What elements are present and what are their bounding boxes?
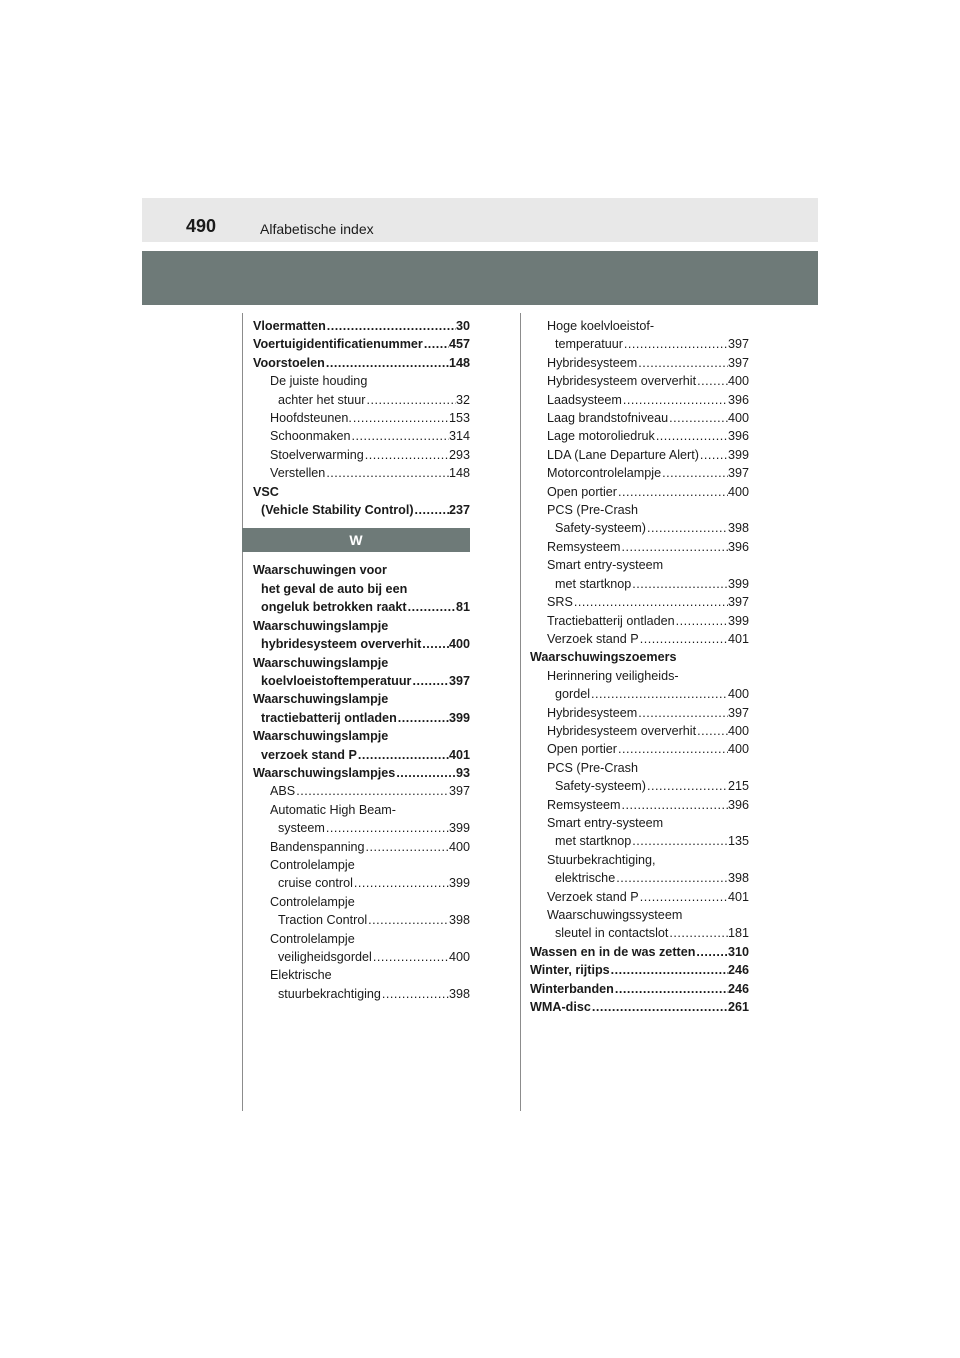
entry-text: met startknop	[555, 834, 632, 849]
index-subentry[interactable]	[530, 464, 749, 482]
entry-text: achter het stuur	[278, 392, 366, 407]
index-entry[interactable]	[530, 961, 749, 979]
entry-page: 400	[727, 374, 749, 389]
index-subentry[interactable]	[530, 575, 749, 593]
index-subentry[interactable]	[530, 869, 749, 887]
entry-page: 93	[455, 765, 470, 780]
entry-page: 397	[448, 784, 470, 799]
index-subentry-line	[253, 856, 470, 874]
entry-page: 400	[727, 484, 749, 499]
entry-text: Waarschuwingslampje	[253, 655, 389, 670]
entry-text: Hybridesysteem	[547, 705, 638, 720]
entry-page: 30	[455, 319, 470, 333]
index-entry[interactable]	[530, 943, 749, 961]
entry-text: Waarschuwingen voor	[253, 563, 387, 578]
dot-leader	[631, 575, 728, 593]
dot-leader	[295, 782, 449, 800]
entry-page: 181	[727, 926, 749, 941]
entry-text: Laag brandstofniveau	[547, 411, 669, 426]
dot-leader	[696, 372, 728, 390]
index-subentry[interactable]	[530, 740, 749, 758]
entry-page: 237	[448, 503, 470, 518]
index-subentry[interactable]	[530, 538, 749, 556]
entry-page: 398	[727, 521, 749, 536]
entry-text: Waarschuwingslampje	[253, 729, 389, 744]
index-entry-line	[253, 727, 470, 745]
entry-page: 400	[727, 723, 749, 738]
entry-page: 397	[727, 705, 749, 720]
index-subentry[interactable]	[253, 782, 470, 800]
index-subentry[interactable]	[253, 911, 470, 929]
index-subentry-line	[253, 930, 470, 948]
entry-text: Stoelverwarming	[270, 447, 364, 462]
entry-page: 399	[727, 576, 749, 591]
entry-text: verzoek stand P	[261, 747, 357, 762]
entry-text: temperatuur	[555, 337, 623, 352]
index-entry[interactable]	[253, 598, 470, 616]
entry-page: 246	[727, 981, 749, 996]
entry-text: veiligheidsgordel	[278, 950, 372, 964]
entry-page: 148	[448, 466, 470, 481]
index-column-left	[253, 317, 470, 1003]
index-subentry-line	[530, 814, 749, 832]
header-bar	[142, 198, 818, 242]
entry-page: 396	[727, 797, 749, 812]
dot-leader	[623, 335, 728, 353]
entry-text: Open portier	[547, 484, 618, 499]
entry-page: 400	[448, 950, 470, 964]
entry-text: Winter, rijtips	[530, 963, 610, 978]
entry-text: VSC	[253, 484, 279, 499]
entry-text: LDA (Lane Departure Alert)	[547, 447, 699, 462]
entry-page: 401	[727, 889, 749, 904]
index-subentry-line	[530, 759, 749, 777]
dot-leader	[631, 832, 728, 850]
entry-text: hybridesysteem oververhit	[261, 637, 422, 652]
entry-text: Waarschuwingslampje	[253, 692, 389, 707]
entry-text: elektrische	[555, 871, 616, 886]
dot-leader	[364, 446, 449, 464]
entry-text: Smart entry-systeem	[547, 815, 664, 830]
entry-page: 398	[448, 986, 470, 1001]
dot-leader	[696, 722, 728, 740]
dot-leader	[646, 777, 728, 795]
entry-page: 457	[448, 337, 470, 352]
entry-page: 397	[727, 337, 749, 352]
index-entry-line	[253, 690, 470, 708]
index-entry[interactable]	[253, 354, 470, 372]
index-subentry[interactable]	[530, 832, 749, 850]
index-entry-line	[253, 617, 470, 635]
index-subentry[interactable]	[253, 874, 470, 892]
index-subentry[interactable]	[253, 838, 470, 856]
dot-leader	[614, 980, 728, 998]
entry-text: Bandenspanning	[270, 839, 365, 854]
dot-leader	[615, 869, 728, 887]
index-subentry-line	[530, 317, 749, 335]
entry-text: met startknop	[555, 576, 632, 591]
index-subentry[interactable]	[253, 948, 470, 966]
index-entry-line	[253, 483, 470, 501]
entry-text: Tractiebatterij ontladen	[547, 613, 675, 628]
dot-leader	[637, 354, 728, 372]
entry-page: 148	[448, 355, 470, 370]
entry-text: Hybridesysteem	[547, 355, 638, 370]
entry-text: Schoonmaken	[270, 429, 351, 444]
index-subentry[interactable]	[530, 593, 749, 611]
entry-page: 246	[727, 963, 749, 978]
entry-text: WMA-disc	[530, 1000, 591, 1015]
index-subentry-line	[530, 667, 749, 685]
entry-text: SRS	[547, 595, 573, 610]
entry-text: Safety-systeem)	[555, 521, 646, 536]
dot-leader	[397, 709, 449, 727]
entry-page: 399	[448, 876, 470, 891]
entry-page: 396	[727, 539, 749, 554]
dot-leader	[381, 985, 449, 1003]
entry-text: Smart entry-systeem	[547, 558, 664, 573]
dot-leader	[325, 819, 449, 837]
entry-page: 396	[727, 392, 749, 407]
dot-leader	[326, 317, 456, 335]
entry-text: PCS (Pre-Crash	[547, 503, 638, 518]
entry-text: Voorstoelen	[253, 355, 325, 370]
dot-leader	[655, 427, 728, 445]
dot-leader	[591, 998, 728, 1016]
dot-leader	[365, 838, 449, 856]
entry-text: Waarschuwingszoemers	[530, 650, 677, 665]
index-subentry-line	[253, 372, 470, 390]
entry-text: Verzoek stand P	[547, 631, 639, 646]
index-subentry[interactable]	[253, 391, 470, 409]
index-entry[interactable]	[253, 764, 470, 782]
entry-page: 397	[727, 466, 749, 481]
index-subentry[interactable]	[530, 704, 749, 722]
index-subentry-line	[530, 906, 749, 924]
dot-leader	[699, 446, 728, 464]
dot-leader	[414, 501, 449, 519]
entry-text: Motorcontrolelampje	[547, 466, 662, 481]
index-subentry[interactable]	[253, 819, 470, 837]
dot-leader	[620, 538, 728, 556]
entry-text: Winterbanden	[530, 981, 614, 996]
entry-text: Controlelampje	[270, 894, 355, 909]
entry-page: 397	[727, 595, 749, 610]
entry-text: Safety-systeem)	[555, 779, 646, 794]
entry-page: 398	[727, 871, 749, 886]
entry-page: 81	[455, 600, 470, 615]
entry-text: cruise control	[278, 876, 353, 891]
entry-page: 401	[448, 747, 470, 762]
entry-text: tractiebatterij ontladen	[261, 710, 397, 725]
entry-text: Verzoek stand P	[547, 889, 639, 904]
index-entry[interactable]	[530, 998, 749, 1016]
dot-leader	[668, 924, 728, 942]
dot-leader	[352, 409, 449, 427]
entry-text: Voertuigidentificatienummer	[253, 337, 423, 352]
entry-text: (Vehicle Stability Control)	[261, 503, 414, 518]
entry-text: Waarschuwingslampje	[253, 618, 389, 633]
entry-page: 400	[727, 687, 749, 702]
dot-leader	[639, 888, 728, 906]
entry-text: Waarschuwingssysteem	[547, 908, 683, 922]
dot-leader	[372, 948, 449, 966]
dot-leader	[325, 464, 449, 482]
index-subentry[interactable]	[253, 464, 470, 482]
entry-text: De juiste houding	[270, 374, 368, 389]
entry-text: ongeluk betrokken raakt	[261, 600, 407, 615]
dot-leader	[668, 409, 728, 427]
entry-text: Hybridesysteem oververhit	[547, 374, 697, 389]
dot-leader	[646, 519, 728, 537]
entry-text: Verstellen	[270, 466, 326, 481]
entry-page: 153	[448, 411, 470, 426]
dot-leader	[421, 635, 449, 653]
entry-text: stuurbekrachtiging	[278, 986, 381, 1001]
dot-leader	[695, 943, 728, 961]
index-subentry[interactable]	[253, 409, 470, 427]
index-subentry-line	[253, 966, 470, 984]
entry-page: 32	[455, 392, 470, 407]
entry-page: 400	[448, 839, 470, 854]
index-subentry[interactable]	[530, 354, 749, 372]
dot-leader	[590, 685, 728, 703]
index-subentry[interactable]	[530, 427, 749, 445]
entry-page: 398	[448, 913, 470, 928]
entry-text: Vloermatten	[253, 319, 326, 333]
entry-page: 399	[727, 613, 749, 628]
index-subentry[interactable]	[530, 924, 749, 942]
entry-text: Traction Control	[278, 913, 368, 928]
entry-text: gordel	[555, 687, 591, 702]
entry-text: PCS (Pre-Crash	[547, 760, 638, 775]
entry-text: Elektrische	[270, 968, 332, 983]
index-entry[interactable]	[253, 672, 470, 690]
entry-page: 397	[727, 355, 749, 370]
index-entry[interactable]	[253, 709, 470, 727]
index-subentry-line	[530, 556, 749, 574]
entry-page: 400	[727, 411, 749, 426]
dot-leader	[573, 593, 728, 611]
index-entry[interactable]	[253, 746, 470, 764]
index-subentry[interactable]	[253, 427, 470, 445]
entry-page: 314	[448, 429, 470, 444]
entry-text: het geval de auto bij een	[261, 581, 408, 596]
dot-leader	[357, 746, 449, 764]
dot-leader	[661, 464, 728, 482]
dot-leader	[622, 391, 728, 409]
letter-heading-w: W	[242, 528, 470, 552]
dot-leader	[637, 704, 728, 722]
entry-text: sleutel in contactslot	[555, 926, 669, 941]
index-entry[interactable]	[253, 335, 470, 353]
entry-text: ABS	[270, 784, 296, 799]
dot-leader	[395, 764, 456, 782]
index-subentry[interactable]	[253, 446, 470, 464]
index-subentry[interactable]	[530, 777, 749, 795]
index-subentry[interactable]	[253, 985, 470, 1003]
index-subentry[interactable]	[530, 391, 749, 409]
entry-page: 135	[727, 834, 749, 849]
index-entry-line	[530, 648, 749, 666]
index-subentry-line	[253, 801, 470, 819]
entry-page: 399	[448, 710, 470, 725]
dot-leader	[423, 335, 449, 353]
entry-text: Hoge koelvloeistof-	[547, 319, 655, 333]
entry-page: 396	[727, 429, 749, 444]
index-subentry[interactable]	[530, 888, 749, 906]
header-band	[142, 251, 818, 305]
index-subentry-line	[530, 851, 749, 869]
dot-leader	[411, 672, 449, 690]
index-entry[interactable]	[253, 317, 470, 335]
entry-text: Hybridesysteem oververhit	[547, 723, 697, 738]
page-number: 490	[186, 216, 217, 236]
entry-text: Automatic High Beam-	[270, 802, 396, 817]
entry-text: koelvloeistoftemperatuur	[261, 673, 412, 688]
entry-text: Stuurbekrachtiging,	[547, 852, 656, 867]
dot-leader	[351, 427, 449, 445]
entry-text: Herinnering veiligheids-	[547, 668, 679, 683]
index-entry[interactable]	[253, 501, 470, 519]
dot-leader	[407, 598, 456, 616]
column-divider-left	[242, 313, 243, 1111]
index-entry-line	[253, 580, 470, 598]
index-subentry[interactable]	[530, 796, 749, 814]
index-subentry-line	[530, 501, 749, 519]
index-column-right	[530, 317, 749, 1016]
entry-page: 399	[448, 821, 470, 836]
entry-text: Laadsysteem	[547, 392, 622, 407]
dot-leader	[639, 630, 728, 648]
dot-leader	[366, 391, 456, 409]
entry-text: Remsysteem	[547, 797, 621, 812]
index-entry-line	[253, 561, 470, 579]
index-entry-line	[253, 654, 470, 672]
index-subentry[interactable]	[530, 519, 749, 537]
column-divider-middle	[520, 313, 521, 1111]
entry-page: 399	[727, 447, 749, 462]
dot-leader	[617, 483, 728, 501]
index-subentry[interactable]	[530, 685, 749, 703]
entry-page: 401	[727, 631, 749, 646]
dot-leader	[617, 740, 728, 758]
dot-leader	[325, 354, 449, 372]
index-subentry[interactable]	[530, 722, 749, 740]
entry-text: Hoofdsteunen.	[270, 411, 352, 426]
entry-text: systeem	[278, 821, 325, 836]
dot-leader	[367, 911, 449, 929]
entry-page: 400	[448, 637, 470, 652]
index-subentry[interactable]	[530, 630, 749, 648]
entry-text: Waarschuwingslampjes	[253, 765, 396, 780]
index-subentry[interactable]	[530, 372, 749, 390]
entry-text: Wassen en in de was zetten	[530, 944, 696, 959]
section-title: Alfabetische index	[260, 221, 374, 237]
entry-page: 261	[727, 1000, 749, 1015]
index-entry[interactable]	[253, 635, 470, 653]
entry-text: Remsysteem	[547, 539, 621, 554]
entry-text: Lage motoroliedruk	[547, 429, 655, 444]
index-entry[interactable]	[530, 980, 749, 998]
index-subentry[interactable]	[530, 409, 749, 427]
entry-text: Controlelampje	[270, 857, 355, 872]
entry-page: 293	[448, 447, 470, 462]
index-subentry[interactable]	[530, 446, 749, 464]
entry-text: Controlelampje	[270, 931, 355, 946]
dot-leader	[353, 874, 449, 892]
index-subentry[interactable]	[530, 612, 749, 630]
entry-text: Open portier	[547, 742, 618, 757]
entry-page: 215	[727, 779, 749, 794]
entry-page: 310	[727, 944, 749, 959]
dot-leader	[620, 796, 728, 814]
index-subentry[interactable]	[530, 483, 749, 501]
entry-page: 400	[727, 742, 749, 757]
index-subentry[interactable]	[530, 335, 749, 353]
entry-page: 397	[448, 673, 470, 688]
dot-leader	[610, 961, 728, 979]
index-subentry-line	[253, 893, 470, 911]
dot-leader	[675, 612, 728, 630]
